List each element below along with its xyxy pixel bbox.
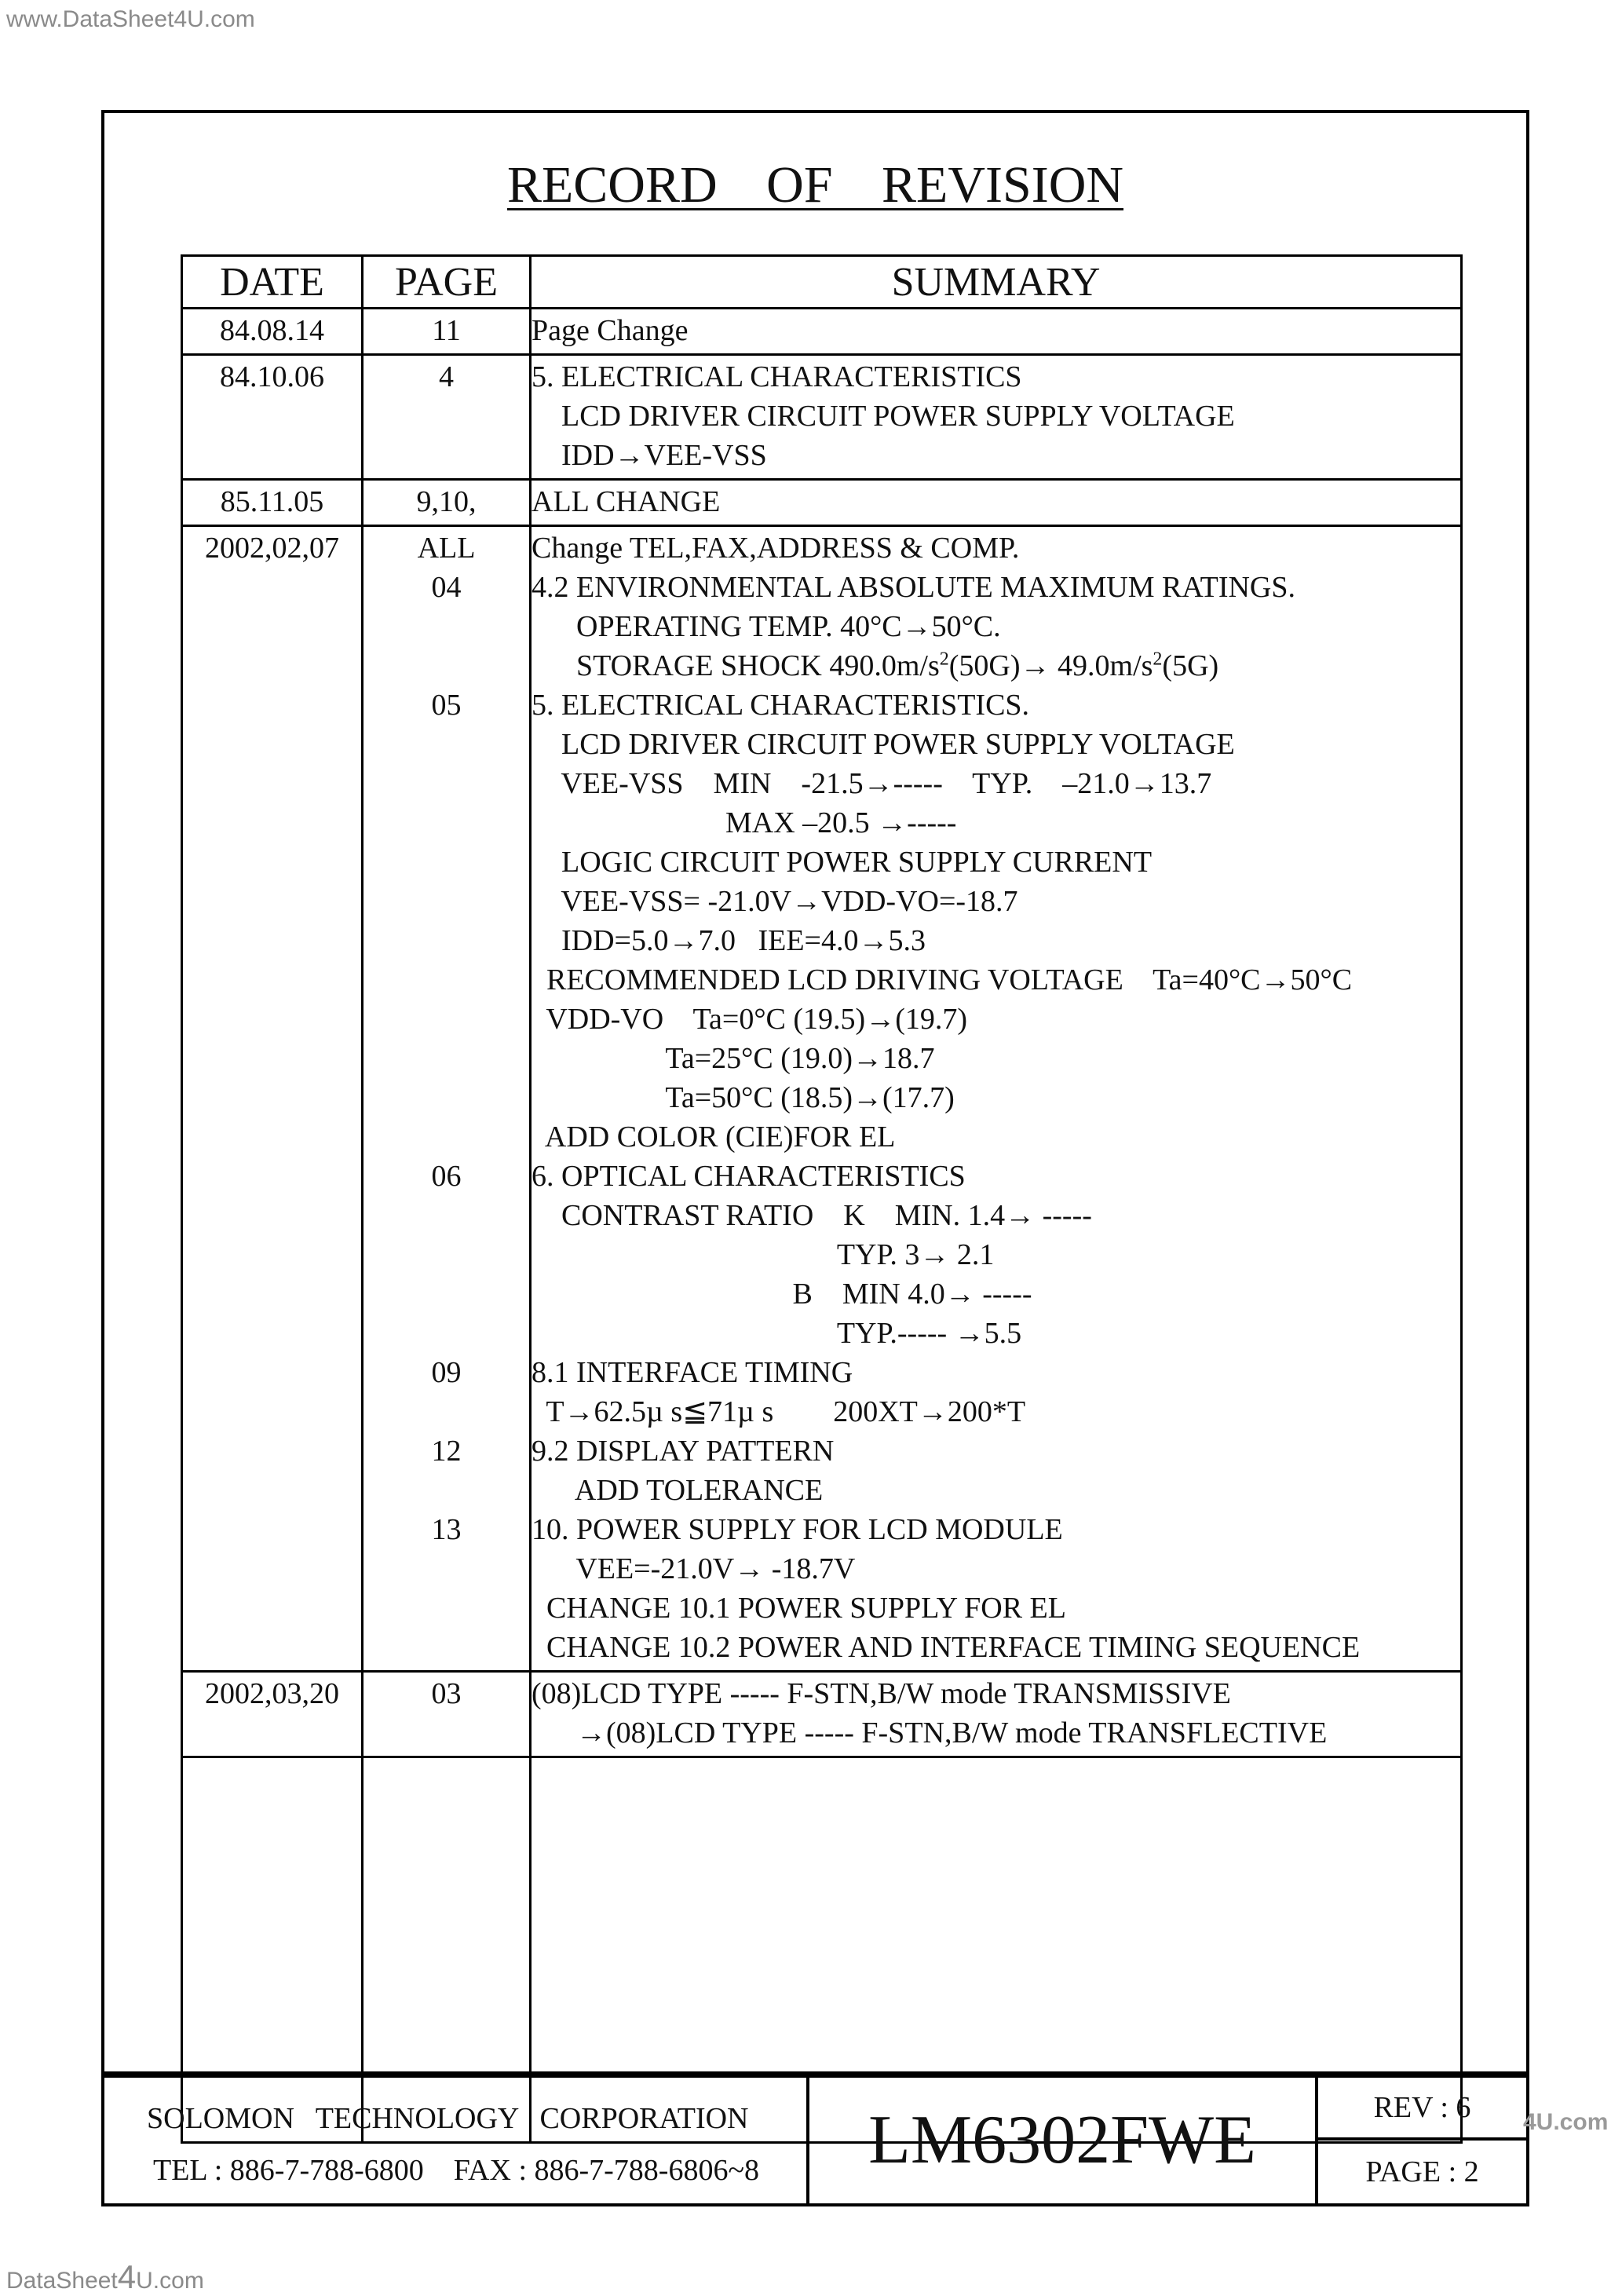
summary-line: Ta=50°C (18.5)→(17.7) bbox=[532, 1081, 955, 1114]
cell-date: 85.11.05 bbox=[182, 480, 363, 526]
summary-line: (08)LCD TYPE ----- F-STN,B/W mode TRANSMISSIVE bbox=[532, 1677, 1231, 1710]
summary-line: ADD COLOR (CIE)FOR EL bbox=[532, 1121, 896, 1153]
summary-line: 8.1 INTERFACE TIMING bbox=[532, 1356, 853, 1389]
company-cell bbox=[104, 2078, 809, 2203]
page-ref bbox=[363, 803, 529, 843]
page-ref bbox=[363, 1314, 529, 1353]
summary-line: LOGIC CIRCUIT POWER SUPPLY CURRENT bbox=[532, 846, 1153, 879]
page-ref bbox=[363, 646, 529, 686]
summary-line: Ta=25°C (19.0)→18.7 bbox=[532, 1042, 935, 1075]
summary-line: IDD→VEE-VSS bbox=[532, 439, 767, 472]
page-ref bbox=[363, 1196, 529, 1235]
summary-line: Change TEL,FAX,ADDRESS & COMP. bbox=[532, 532, 1020, 565]
cell-date: 2002,03,20 bbox=[182, 1672, 363, 1757]
summary-line: OPERATING TEMP. 40°C→50°C. bbox=[532, 610, 1001, 643]
page-ref: 06 bbox=[431, 1160, 462, 1193]
table-row bbox=[182, 309, 1462, 355]
summary-line: MAX –20.5 →----- bbox=[532, 806, 957, 839]
header-page: PAGE bbox=[363, 256, 531, 309]
page-ref bbox=[363, 397, 529, 436]
summary-line: RECOMMENDED LCD DRIVING VOLTAGE Ta=40°C→50°C bbox=[532, 963, 1353, 996]
summary-line: CHANGE 10.2 POWER AND INTERFACE TIMING SEQUENCE bbox=[532, 1631, 1361, 1664]
table-header-row bbox=[182, 256, 1462, 309]
page-number: PAGE : 2 bbox=[1365, 2155, 1479, 2188]
page-ref: ALL bbox=[417, 532, 476, 565]
page-ref: 04 bbox=[431, 571, 462, 604]
page-ref bbox=[363, 1235, 529, 1274]
page-ref bbox=[363, 764, 529, 803]
cell-date: 84.08.14 bbox=[182, 309, 363, 355]
summary-line: 5. ELECTRICAL CHARACTERISTICS bbox=[532, 360, 1022, 393]
summary-line: STORAGE SHOCK $490.0m/s^2(50G)\to 49.0m/s^2(5G)$ bbox=[532, 649, 1219, 682]
cell-page bbox=[363, 355, 531, 480]
page-ref bbox=[363, 882, 529, 921]
summary-line: ADD TOLERANCE bbox=[532, 1474, 824, 1507]
summary-line: VEE-VSS= -21.0V→VDD-VO=-18.7 bbox=[532, 885, 1018, 918]
page-ref: 9,10, bbox=[416, 485, 477, 518]
revision-table-body bbox=[182, 309, 1462, 2143]
page-ref: 05 bbox=[431, 689, 462, 722]
cell-summary bbox=[531, 1672, 1462, 1757]
page-title: RECORD OF REVISION bbox=[506, 156, 1124, 214]
page-ref bbox=[363, 921, 529, 960]
summary-line: 9.2 DISPLAY PATTERN bbox=[532, 1435, 835, 1468]
page-ref: 12 bbox=[431, 1435, 462, 1468]
summary-line: B MIN 4.0→ ----- bbox=[532, 1278, 1032, 1311]
page-ref bbox=[363, 1589, 529, 1628]
summary-line: VEE-VSS MIN -21.5→----- TYP. –21.0→13.7 bbox=[532, 767, 1212, 800]
watermark-bottom-suffix: U.com bbox=[136, 2268, 204, 2294]
summary-line: LCD DRIVER CIRCUIT POWER SUPPLY VOLTAGE bbox=[532, 400, 1235, 433]
page-ref bbox=[363, 607, 529, 646]
cell-summary bbox=[531, 526, 1462, 1672]
table-row bbox=[182, 526, 1462, 1672]
page-ref bbox=[363, 1549, 529, 1589]
watermark-bottom-big: 4 bbox=[117, 2258, 137, 2295]
cell-page bbox=[363, 309, 531, 355]
revision-table bbox=[181, 254, 1463, 2144]
summary-line: TYP. 3→ 2.1 bbox=[532, 1238, 995, 1271]
revision-number: REV : 6 bbox=[1318, 2078, 1526, 2141]
page-ref: 13 bbox=[431, 1513, 462, 1546]
page-ref bbox=[363, 1471, 529, 1510]
page-ref: 4 bbox=[439, 360, 454, 393]
page-ref bbox=[363, 843, 529, 882]
page-ref bbox=[363, 1000, 529, 1039]
summary-line: CHANGE 10.1 POWER SUPPLY FOR EL bbox=[532, 1592, 1066, 1625]
summary-line: 10. POWER SUPPLY FOR LCD MODULE bbox=[532, 1513, 1063, 1546]
page-ref bbox=[363, 960, 529, 1000]
page-ref bbox=[363, 1713, 529, 1753]
summary-line: T→62.5µ s≦71µ s 200XT→200*T bbox=[532, 1395, 1026, 1428]
cell-summary bbox=[531, 355, 1462, 480]
cell-date: 84.10.06 bbox=[182, 355, 363, 480]
header-date: DATE bbox=[182, 256, 363, 309]
summary-line: LCD DRIVER CIRCUIT POWER SUPPLY VOLTAGE bbox=[532, 728, 1235, 761]
page-ref: 03 bbox=[431, 1677, 462, 1710]
watermark-bottom bbox=[6, 2258, 204, 2296]
watermark-bottom-prefix: DataSheet bbox=[6, 2268, 118, 2294]
company-contact: TEL : 886-7-788-6800 FAX : 886-7-788-6806~8 bbox=[153, 2154, 760, 2187]
page-ref bbox=[363, 1117, 529, 1157]
cell-summary bbox=[531, 309, 1462, 355]
model-number: LM6302FWE bbox=[809, 2078, 1318, 2203]
company-name: SOLOMON TECHNOLOGY CORPORATION bbox=[147, 2102, 749, 2135]
cell-page bbox=[363, 526, 531, 1672]
cell-page bbox=[363, 480, 531, 526]
page-ref bbox=[363, 1078, 529, 1117]
table-row bbox=[182, 355, 1462, 480]
page-ref bbox=[363, 1039, 529, 1078]
summary-line: CONTRAST RATIO K MIN. 1.4→ ----- bbox=[532, 1199, 1092, 1232]
cell-page bbox=[363, 1672, 531, 1757]
summary-line: 4.2 ENVIRONMENTAL ABSOLUTE MAXIMUM RATINGS. bbox=[532, 571, 1295, 604]
summary-line: 5. ELECTRICAL CHARACTERISTICS. bbox=[532, 689, 1030, 722]
table-row bbox=[182, 1672, 1462, 1757]
title-block bbox=[101, 2075, 1529, 2206]
summary-line: IDD=5.0→7.0 IEE=4.0→5.3 bbox=[532, 924, 926, 957]
page-ref: 09 bbox=[431, 1356, 462, 1389]
page-ref bbox=[363, 1274, 529, 1314]
summary-line: 6. OPTICAL CHARACTERISTICS bbox=[532, 1160, 966, 1193]
cell-date: 2002,02,07 bbox=[182, 526, 363, 1672]
page-ref bbox=[363, 436, 529, 475]
table-row bbox=[182, 480, 1462, 526]
page-ref: 11 bbox=[432, 314, 461, 347]
summary-line: TYP.----- →5.5 bbox=[532, 1317, 1022, 1350]
header-summary: SUMMARY bbox=[531, 256, 1462, 309]
summary-line: VEE=-21.0V→ -18.7V bbox=[532, 1552, 856, 1585]
watermark-top: www.DataSheet4U.com bbox=[6, 6, 255, 32]
summary-line: Page Change bbox=[532, 314, 689, 347]
page-ref bbox=[363, 1628, 529, 1667]
watermark-side: 4U.com bbox=[1523, 2109, 1609, 2135]
cell-summary bbox=[531, 480, 1462, 526]
page-ref bbox=[363, 725, 529, 764]
page-ref bbox=[363, 1392, 529, 1431]
summary-line: →(08)LCD TYPE ----- F-STN,B/W mode TRANSFLECTIVE bbox=[532, 1717, 1328, 1749]
summary-line: ALL CHANGE bbox=[532, 485, 721, 518]
summary-line: VDD-VO Ta=0°C (19.5)→(19.7) bbox=[532, 1003, 968, 1036]
